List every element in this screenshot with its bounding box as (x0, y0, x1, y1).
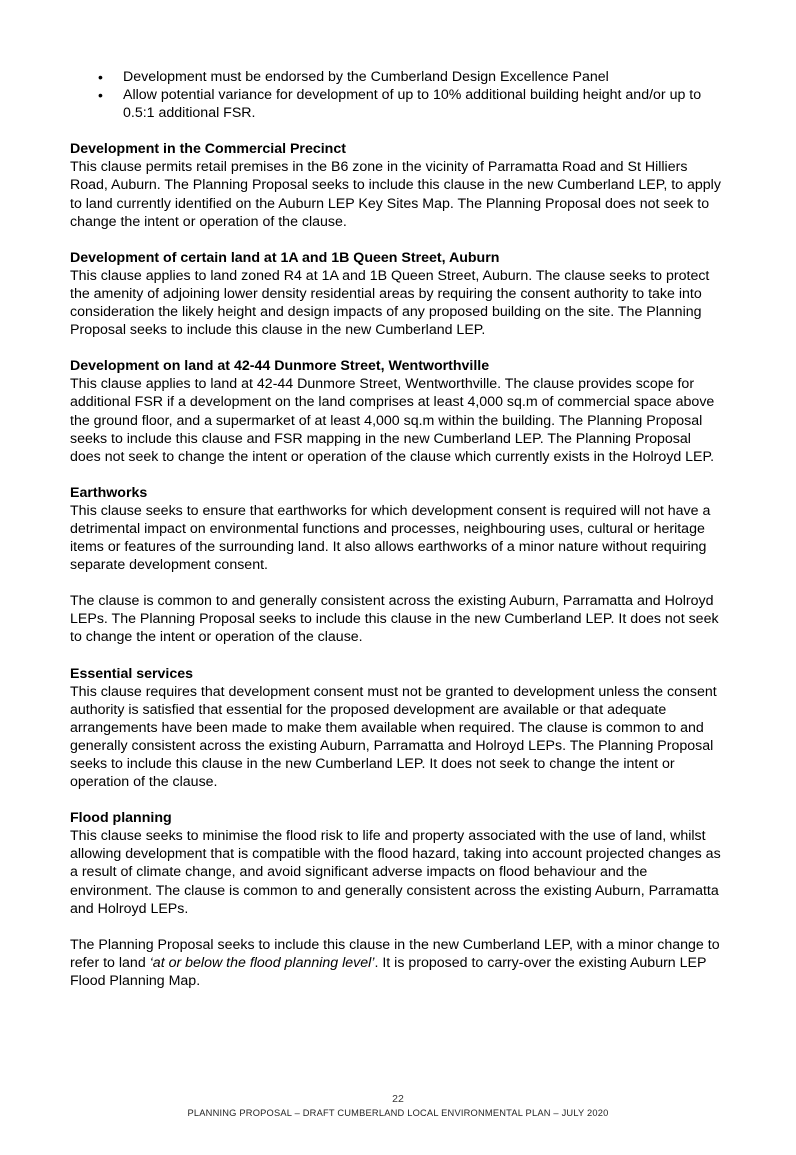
final-paragraph (70, 936, 724, 990)
bullet-item: • Allow potential variance for development of up to 10% additional building height and/or up to 0.5:1 additional FSR. (70, 86, 724, 122)
section-essential-services (70, 665, 724, 792)
section-heading: Development of certain land at 1A and 1B Queen Street, Auburn (70, 249, 500, 266)
section-paragraph: This clause permits retail premises in the B6 zone in the vicinity of Parramatta Road and St Hilliers Road, Auburn. The Planning Proposal seeks to include this clause in the new Cumberland LEP, to apply to land currently identified on the Auburn LEP Key Sites Map. The Planning Proposal does not seek to change the intent or operation of the clause. (70, 159, 721, 230)
section-paragraph: This clause seeks to minimise the flood risk to life and property associated with the use of land, whilst allowing development that is compatible with the flood hazard, taking into account projected changes as a result of climate change, and avoid significant adverse impacts on flood behaviour and the environment. The clause is common to and generally consistent across the existing Auburn, Parramatta and Holroyd LEPs. (70, 828, 721, 917)
section-heading: Development on land at 42-44 Dunmore Street, Wentworthville (70, 358, 490, 375)
final-paragraph-text-end: . It is proposed to carry-over the existing Auburn LEP Flood Planning Map. (70, 954, 707, 989)
section-heading: Earthworks (70, 484, 148, 501)
section-earthworks (70, 484, 724, 647)
final-paragraph-italic: ‘at or below the flood planning level’ (149, 954, 375, 971)
section-flood-planning (70, 809, 724, 990)
section-heading: Flood planning (70, 810, 172, 827)
page-number: 22 (392, 1093, 404, 1105)
section-paragraph: This clause requires that development consent must not be granted to development unless the consent authority is satisfied that essential for the proposed development are available or that adequate arrangements have been made to make them available when required. The clause is common to and generally consistent across the existing Auburn, Parramatta and Holroyd LEPs. The Planning Proposal seeks to include this clause in the new Cumberland LEP. It does not seek to change the intent or operation of the clause. (70, 683, 717, 791)
section-heading: Development in the Commercial Precinct (70, 141, 346, 158)
section-paragraph: This clause applies to land zoned R4 at 1A and 1B Queen Street, Auburn. The clause seeks to protect the amenity of adjoining lower density residential areas by requiring the consent authority to take into consideration the likely height and design impacts of any proposed building on the site. The Planning Proposal seeks to include this clause in the new Cumberland LEP. (70, 267, 710, 339)
section-paragraph: This clause seeks to ensure that earthworks for which development consent is required will not have a detrimental impact on environmental functions and processes, neighbouring uses, cultural or heritage items or features of the surrounding land. It also allows earthworks of a minor nature without requiring separate development consent. (70, 502, 711, 574)
footer-text: PLANNING PROPOSAL – DRAFT CUMBERLAND LOCAL ENVIRONMENTAL PLAN – JULY 2020 (187, 1108, 609, 1118)
section-dunmore-street (70, 357, 724, 466)
section-heading: Essential services (70, 665, 194, 682)
section-paragraph: This clause applies to land at 42-44 Dunmore Street, Wentworthville. The clause provides scope for additional FSR if a development on the land comprises at least 4,000 sq.m of commercial space above the ground floor, and a supermarket of at least 4,000 sq.m within the building. The Planning Proposal seeks to include this clause and FSR mapping in the new Cumberland LEP. The Planning Proposal does not seek to change the intent or operation of the clause which currently exists in the Holroyd LEP. (70, 376, 715, 465)
page-content (70, 68, 724, 990)
section-queen-street (70, 249, 724, 339)
section-commercial-precinct (70, 140, 724, 230)
final-paragraph-text: The Planning Proposal seeks to include this clause in the new Cumberland LEP, with a minor change to refer to land (70, 936, 720, 971)
bullet-item: • Development must be endorsed by the Cumberland Design Excellence Panel (70, 68, 724, 86)
section-paragraph: The clause is common to and generally consistent across the existing Auburn, Parramatta and Holroyd LEPs. The Planning Proposal seeks to include this clause in the new Cumberland LEP. It does not seek to change the intent or operation of the clause. (70, 593, 719, 646)
bullet-list (70, 68, 724, 122)
